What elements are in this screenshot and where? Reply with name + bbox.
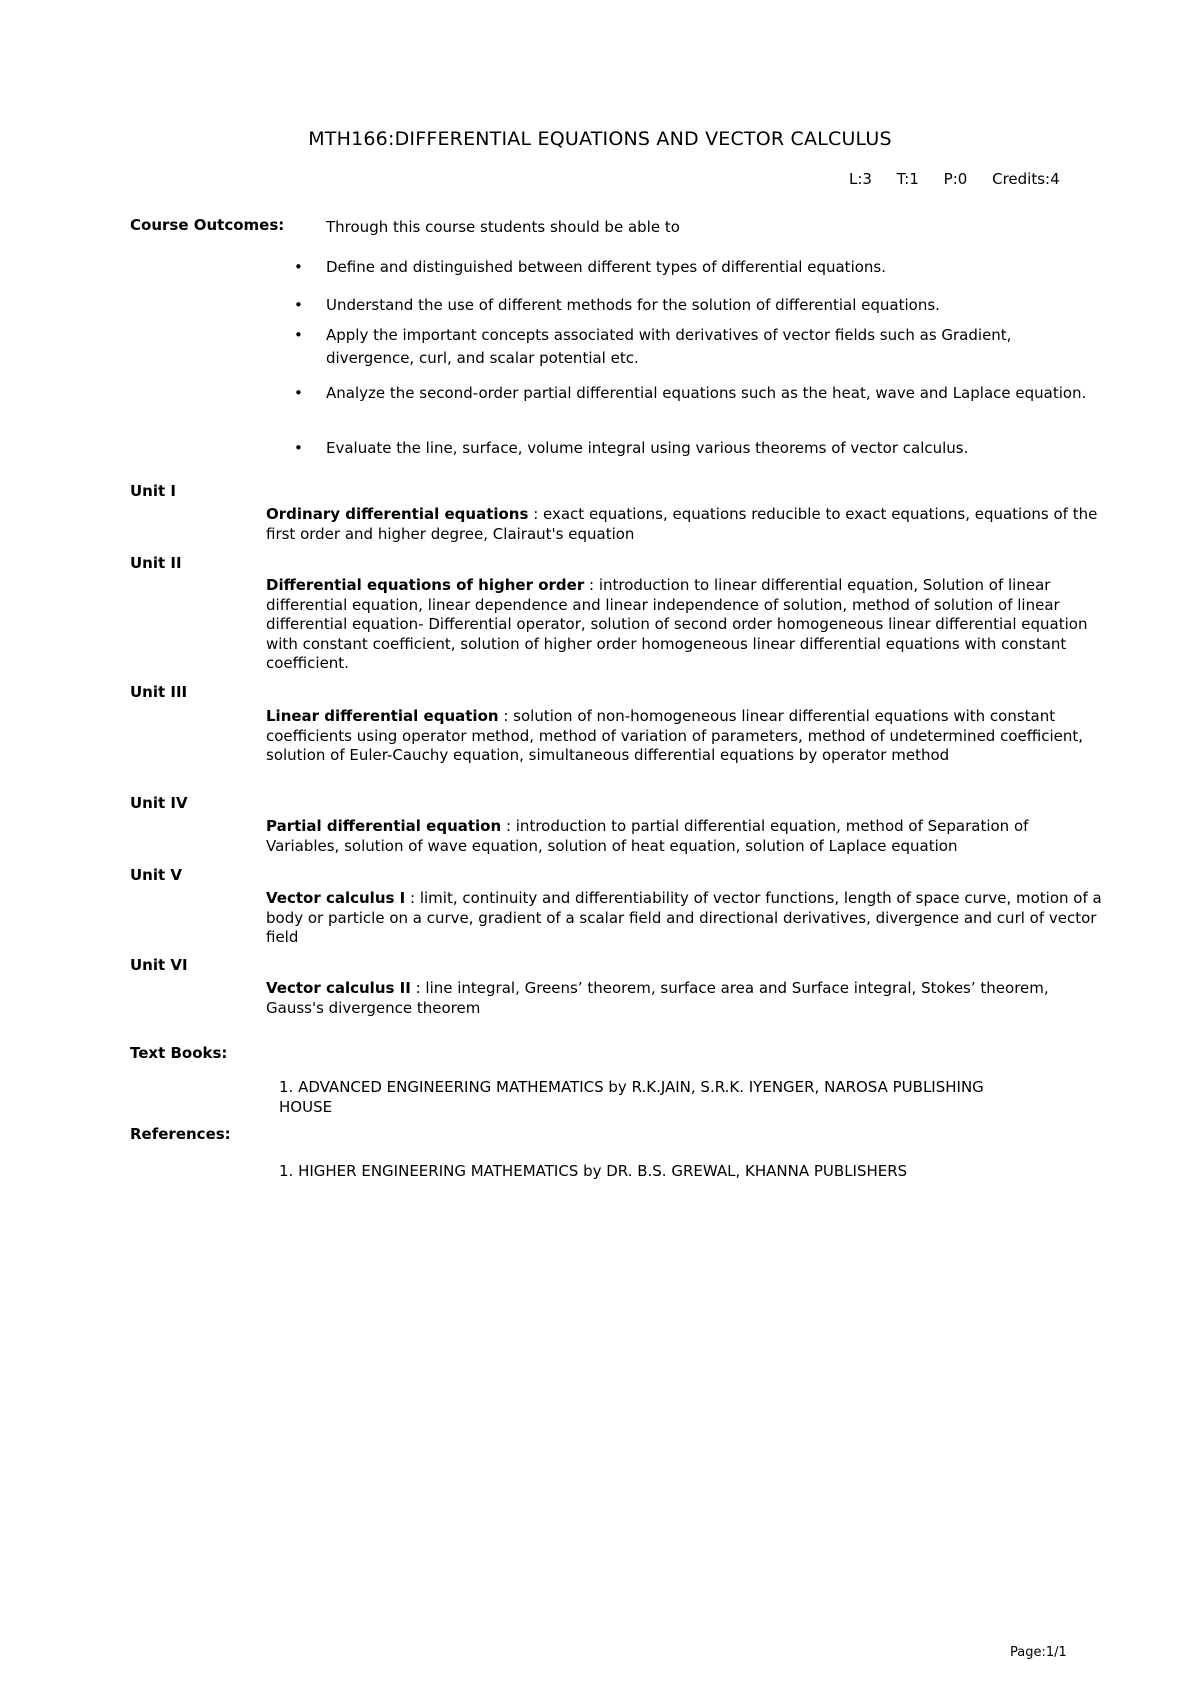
references-label: References: xyxy=(130,1125,231,1143)
unit-description: Differential equations of higher order : introduction to linear differential equation, Solution of linear differential equation, linear dependence and linear independence of solution, method of solution of linear differential equation- Differential operator, solution of second order homogeneous linear differential equation with constant coefficient, solution of higher order homogeneous linear differential equations with constant coefficient. xyxy=(266,576,1088,673)
course-outcomes-label: Course Outcomes: xyxy=(130,216,285,234)
reference-item: 1. HIGHER ENGINEERING MATHEMATICS by DR. B.S. GREWAL, KHANNA PUBLISHERS xyxy=(279,1162,908,1180)
outcome-item: • Define and distinguished between different types of differential equations. xyxy=(294,256,1094,279)
unit-description: Vector calculus I : limit, continuity and differentiability of vector functions, length of space curve, motion of a body or particle on a curve, gradient of a scalar field and directional derivatives, divergence and curl of vector field xyxy=(266,889,1102,947)
unit-label: Unit III xyxy=(130,683,188,701)
unit-description: Ordinary differential equations : exact equations, equations reducible to exact equations, equations of the first order and higher degree, Clairaut's equation xyxy=(266,505,1098,543)
unit-label: Unit VI xyxy=(130,956,188,974)
unit-text: introduction to partial differential equation, method of Separation of Variables, solution of wave equation, solution of heat equation, solution of Laplace equation xyxy=(266,817,1029,855)
outcome-item: • Apply the important concepts associated with derivatives of vector fields such as Gradient, divergence, curl, and scalar potential etc. xyxy=(294,324,1094,370)
course-title: MTH166:DIFFERENTIAL EQUATIONS AND VECTOR CALCULUS xyxy=(308,128,892,150)
credits: Credits:4 xyxy=(992,170,1060,188)
unit-label: Unit IV xyxy=(130,794,188,812)
unit-text: solution of non-homogeneous linear differential equations with constant coefficients using operator method, method of variation of parameters, method of undetermined coefficient, solution of Euler-Cauchy equation, simultaneous differential equations by operator method xyxy=(266,707,1084,765)
outcomes-list xyxy=(294,324,1094,370)
tutorial-hours: T:1 xyxy=(896,170,919,188)
unit-heading: Ordinary differential equations xyxy=(266,505,529,523)
unit-heading: Partial differential equation xyxy=(266,817,502,835)
unit-description: Partial differential equation : introduction to partial differential equation, method of Separation of Variables, solution of wave equation, solution of heat equation, solution of Laplace equation xyxy=(266,817,1029,855)
page-number: Page:1/1 xyxy=(1010,1645,1067,1660)
unit-text: line integral, Greens’ theorem, surface area and Surface integral, Stokes’ theorem, Gauss's divergence theorem xyxy=(266,979,1049,1017)
outcomes-list xyxy=(294,294,1094,317)
unit-text: exact equations, equations reducible to exact equations, equations of the first order and higher degree, Clairaut's equation xyxy=(266,505,1098,543)
outcomes-list xyxy=(294,256,1094,279)
outcome-item: • Evaluate the line, surface, volume integral using various theorems of vector calculus. xyxy=(294,437,1094,460)
outcomes-list xyxy=(294,382,1094,405)
lecture-hours: L:3 xyxy=(849,170,872,188)
unit-label: Unit I xyxy=(130,482,176,500)
unit-text: limit, continuity and differentiability of vector functions, length of space curve, motion of a body or particle on a curve, gradient of a scalar field and directional derivatives, divergence and curl of vector field xyxy=(266,889,1102,947)
unit-label: Unit V xyxy=(130,866,183,884)
outcomes-list xyxy=(294,437,1094,460)
outcome-item: • Understand the use of different methods for the solution of differential equations. xyxy=(294,294,1094,317)
text-book-item: 1. ADVANCED ENGINEERING MATHEMATICS by R.K.JAIN, S.R.K. IYENGER, NAROSA PUBLISHING HOUSE xyxy=(279,1078,984,1116)
outcome-item: • Analyze the second-order partial differential equations such as the heat, wave and Laplace equation. xyxy=(294,382,1094,405)
unit-heading: Linear differential equation xyxy=(266,707,499,725)
unit-description: Vector calculus II : line integral, Greens’ theorem, surface area and Surface integral, Stokes’ theorem, Gauss's divergence theorem xyxy=(266,979,1049,1017)
unit-heading: Differential equations of higher order xyxy=(266,576,585,594)
unit-heading: Vector calculus II xyxy=(266,979,411,997)
text-books-label: Text Books: xyxy=(130,1044,228,1062)
unit-description: Linear differential equation : solution of non-homogeneous linear differential equations with constant coefficients using operator method, method of variation of parameters, method of undetermined coefficient, solution of Euler-Cauchy equation, simultaneous differential equations by operator method xyxy=(266,707,1084,765)
credit-line xyxy=(849,170,1060,188)
practical-hours: P:0 xyxy=(943,170,968,188)
unit-label: Unit II xyxy=(130,554,182,572)
unit-text: introduction to linear differential equation, Solution of linear differential equation, linear dependence and linear independence of solution, method of solution of linear differential equation- Differential operator, solution of second order homogeneous linear differential equation with constant coefficient, solution of higher order homogeneous linear differential equations with constant coefficient. xyxy=(266,576,1088,673)
unit-heading: Vector calculus I xyxy=(266,889,406,907)
course-outcomes-intro: Through this course students should be able to xyxy=(326,218,680,236)
